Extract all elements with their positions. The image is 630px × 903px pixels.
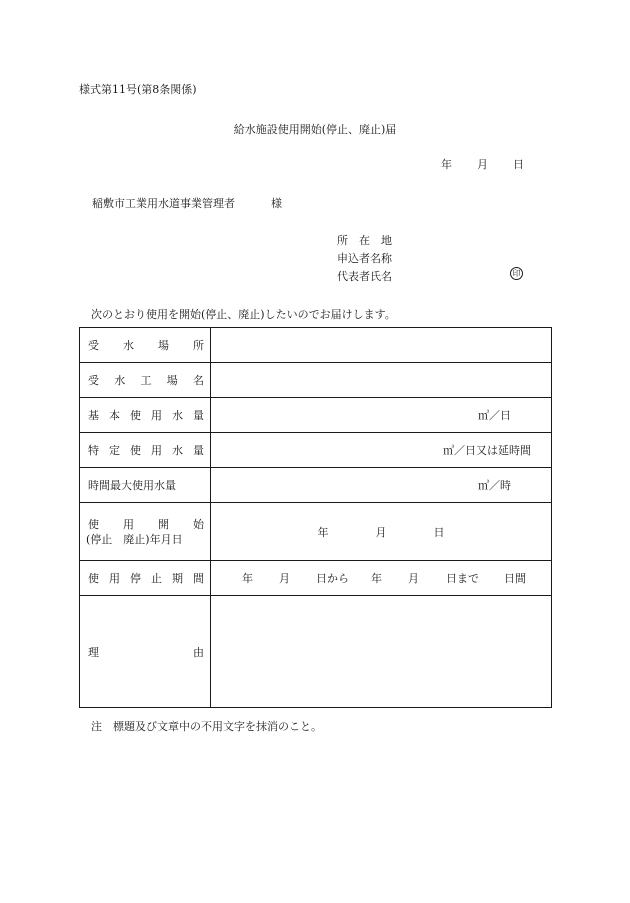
seal-mark: 印: [510, 267, 523, 280]
basic-usage-label: 基 本 使 用 水 量: [80, 398, 211, 433]
receiving-factory-label: 受 水 工 場 名: [80, 363, 211, 398]
table-row: [80, 468, 552, 503]
receiving-location-label: 受 水 場 所: [80, 328, 211, 363]
suspension-days: 日間: [504, 572, 526, 585]
suspension-year-2: 年: [371, 572, 382, 585]
table-row: [80, 503, 552, 561]
table-row: [80, 433, 552, 468]
start-date-day: 日: [433, 525, 445, 539]
reason-label: 理 由: [80, 596, 211, 708]
table-row: [80, 363, 552, 398]
addressee-honorific: 様: [271, 197, 282, 210]
table-row: [80, 398, 552, 433]
date-line: [441, 156, 524, 172]
start-date-field[interactable]: [211, 503, 552, 561]
start-date-year: 年: [317, 525, 329, 539]
hourly-max-field[interactable]: [211, 468, 552, 503]
address-label: 所 在 地: [337, 234, 392, 247]
receiving-location-field[interactable]: [211, 328, 552, 363]
form-number: 様式第11号(第8条関係): [79, 83, 197, 96]
hourly-max-label: 時間最大使用水量: [80, 468, 211, 503]
table-row: [80, 328, 552, 363]
reason-field[interactable]: [211, 596, 552, 708]
start-date-month: 月: [375, 525, 387, 539]
table-row: [80, 561, 552, 596]
start-date-label: 使 用 開 始 (停止 廃止)年月日: [80, 503, 211, 561]
hourly-max-unit: ㎥／時: [478, 479, 511, 492]
suspension-day-from: 日から: [316, 572, 349, 585]
representative-label: 代表者氏名: [337, 270, 392, 283]
suspension-month-2: 月: [408, 572, 419, 585]
addressee: [92, 195, 282, 211]
date-year: 年: [441, 158, 452, 171]
date-month: 月: [477, 158, 488, 171]
date-day: 日: [513, 158, 524, 171]
application-table: [79, 327, 552, 708]
specific-usage-label: 特 定 使 用 水 量: [80, 433, 211, 468]
specific-usage-field[interactable]: [211, 433, 552, 468]
suspension-period-field[interactable]: [211, 561, 552, 596]
suspension-day-until: 日まで: [446, 572, 479, 585]
basic-usage-unit: ㎥／日: [478, 409, 511, 422]
specific-usage-unit: ㎥／日又は延時間: [443, 444, 531, 457]
suspension-month-1: 月: [279, 572, 290, 585]
suspension-year-1: 年: [242, 572, 253, 585]
footnote: 注 標題及び文章中の不用文字を抹消のこと。: [91, 720, 322, 733]
addressee-name: 稲敷市工業用水道事業管理者: [92, 197, 235, 210]
basic-usage-field[interactable]: [211, 398, 552, 433]
suspension-period-label: 使 用 停 止 期 間: [80, 561, 211, 596]
table-row: [80, 596, 552, 708]
company-name-label: 申込者名称: [337, 252, 392, 265]
form-title: 給水施設使用開始(停止、廃止)届: [233, 123, 397, 136]
receiving-factory-field[interactable]: [211, 363, 552, 398]
intro-text: 次のとおり使用を開始(停止、廃止)したいのでお届けします。: [91, 308, 396, 321]
